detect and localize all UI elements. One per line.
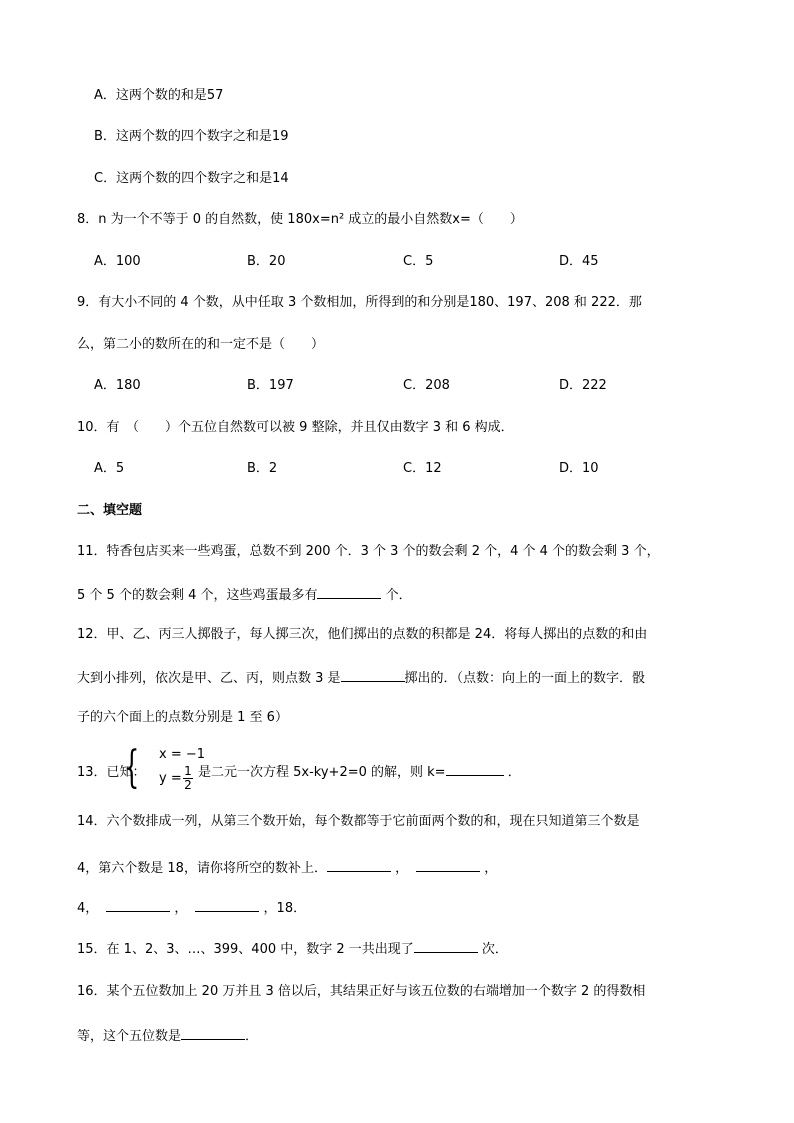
q13-text-main: 是二元一次方程 5x-ky+2=0 的解，则 k= xyxy=(198,765,446,780)
section-title: 二、填空题 xyxy=(77,503,143,518)
q10-option-c: C．12 xyxy=(403,461,442,476)
q11-answer-blank[interactable] xyxy=(317,585,381,599)
q9-stem-line2: 么，第二小的数所在的和一定不是（ ） xyxy=(77,337,325,352)
q14-line3 xyxy=(77,898,306,916)
left-brace-icon: { xyxy=(124,742,140,793)
q13-fraction xyxy=(183,765,193,792)
q13-text-end: ． xyxy=(503,765,521,780)
q14-answer-blank-2[interactable] xyxy=(416,858,480,872)
q14-answer-blank-4[interactable] xyxy=(195,898,259,912)
q12-text: 大到小排列，依次是甲、乙、丙，则点数 3 是 xyxy=(77,671,341,686)
q16-text-end: ． xyxy=(245,1029,259,1044)
q8-stem: 8．n 为一个不等于 0 的自然数，使 180x=n² 成立的最小自然数x=（ ） xyxy=(77,212,523,227)
q14-sep-1: ， xyxy=(390,861,409,876)
q12-line1: 12．甲、乙、丙三人掷骰子，每人掷三次，他们掷出的点数的积都是 24．将每人掷出的点数的和由 xyxy=(77,627,648,642)
q9-option-a: A．180 xyxy=(94,378,141,393)
q10-options xyxy=(94,460,694,478)
q13-eq1: x = −1 xyxy=(159,747,206,762)
q14-line1: 14．六个数排成一列，从第三个数开始，每个数都等于它前面两个数的和，现在只知道第三个数是 xyxy=(77,814,640,829)
q10-option-b: B．2 xyxy=(247,461,278,476)
q15-text-end: 次． xyxy=(477,942,508,957)
q15-line xyxy=(77,939,508,957)
q11-text-end: 个． xyxy=(381,588,412,603)
q10-option-a: A．5 xyxy=(94,461,125,476)
q9-stem-line1: 9．有大小不同的 4 个数，从中任取 3 个数相加，所得到的和分别是180、197、208 和 222．那 xyxy=(77,295,642,310)
q11-line2 xyxy=(77,585,412,603)
q8-options xyxy=(94,253,694,271)
q16-line2 xyxy=(77,1026,258,1044)
q8-option-c: C．5 xyxy=(403,254,434,269)
q7-option-b: B．这两个数的四个数字之和是19 xyxy=(94,129,289,144)
q16-text: 等，这个五位数是 xyxy=(77,1029,182,1044)
q12-answer-blank[interactable] xyxy=(341,668,405,682)
q14-text: 4，第六个数是 18，请你将所空的数补上． xyxy=(77,861,327,876)
q10-option-d: D．10 xyxy=(559,461,599,476)
q14-line2 xyxy=(77,858,497,876)
q8-option-b: B．20 xyxy=(247,254,286,269)
q13-label: 13．已知： xyxy=(77,765,146,780)
q13-fraction-denominator: 2 xyxy=(184,778,192,792)
q13-eq2-lhs: y = xyxy=(159,771,182,786)
q14-answer-blank-3[interactable] xyxy=(106,898,170,912)
q9-option-c: C．208 xyxy=(403,378,450,393)
q11-line1: 11．特香包店买来一些鸡蛋，总数不到 200 个．3 个 3 个的数会剩 2 个，4 个 4 个的数会剩 3 个， xyxy=(77,544,660,559)
q16-line1: 16．某个五位数加上 20 万并且 3 倍以后，其结果正好与该五位数的右端增加一个数字 2 的得数相 xyxy=(77,984,646,999)
q7-option-c: C．这两个数的四个数字之和是14 xyxy=(94,171,289,186)
q14-line3-start: 4， xyxy=(77,901,99,916)
q13-answer-blank[interactable] xyxy=(446,762,504,776)
q9-option-b: B．197 xyxy=(247,378,294,393)
q16-answer-blank[interactable] xyxy=(181,1026,245,1040)
q14-sep-2: ， xyxy=(480,861,498,876)
q12-line2 xyxy=(77,668,645,686)
q13-fraction-numerator: 1 xyxy=(184,764,192,778)
q8-option-d: D．45 xyxy=(559,254,599,269)
q15-text: 15．在 1、2、3、…、399、400 中，数字 2 一共出现了 xyxy=(77,942,414,957)
q7-option-a: A．这两个数的和是57 xyxy=(94,88,224,103)
q9-options xyxy=(94,377,694,395)
q15-answer-blank[interactable] xyxy=(414,939,478,953)
q8-option-a: A．100 xyxy=(94,254,141,269)
q14-answer-blank-1[interactable] xyxy=(327,858,391,872)
q14-sep-3: ， xyxy=(170,901,188,916)
q10-stem: 10．有 （ ）个五位自然数可以被 9 整除，并且仅由数字 3 和 6 构成． xyxy=(77,420,514,435)
q12-text-end: 掷出的．（点数：向上的一面上的数字．骰 xyxy=(404,671,646,686)
q14-line3-end: ，18． xyxy=(259,901,307,916)
q11-text: 5 个 5 个的数会剩 4 个，这些鸡蛋最多有 xyxy=(77,588,318,603)
q9-option-d: D．222 xyxy=(559,378,607,393)
q12-line3: 子的六个面上的点数分别是 1 至 6） xyxy=(77,710,288,725)
q13-text xyxy=(198,761,521,780)
